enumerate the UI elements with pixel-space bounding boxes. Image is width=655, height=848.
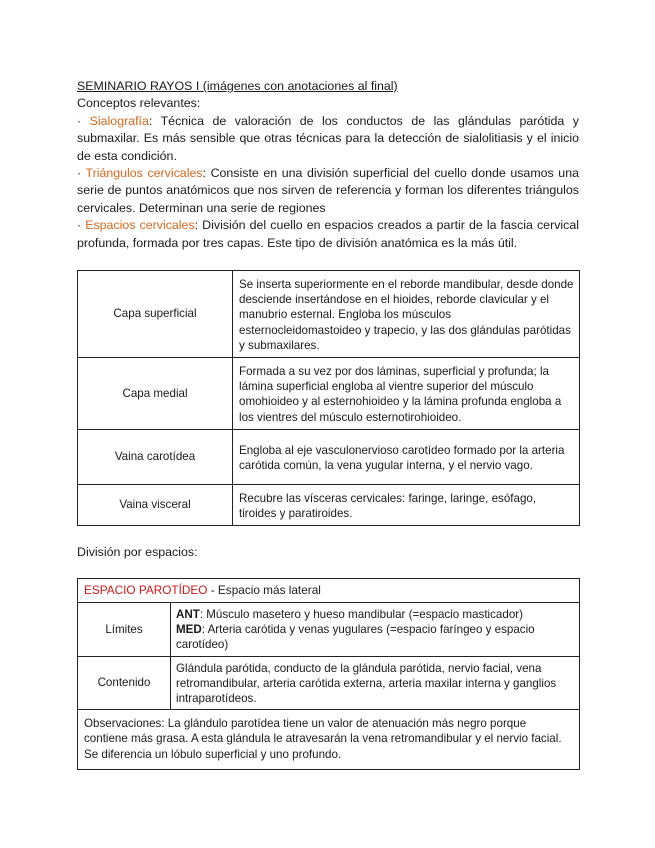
limits-med: : Arteria carótida y venas yugulares (=espacio faríngeo y espacio carotídeo) bbox=[176, 623, 535, 652]
concepts-heading: Conceptos relevantes: bbox=[77, 96, 201, 111]
limits-ant-key: ANT bbox=[176, 607, 200, 621]
bullet: · bbox=[77, 218, 86, 233]
table-row bbox=[78, 484, 580, 525]
concept-text: : Técnica de valoración de los conductos de las glándulas parótida y submaxilar. Es más sensible que otras técnicas para la detección de sialolitiasis y el inicio de esta condición. bbox=[77, 113, 579, 163]
layer-description: Formada a su vez por dos láminas, superficial y profunda; la lámina superficial engloba al vientre superior del músculo omohioideo y al esternohioideo y la lámina profunda engloba a los vientres del músculo esternotirohioideo. bbox=[233, 358, 580, 430]
limits-med-key: MED bbox=[176, 623, 202, 637]
concept-text: : Consiste en una división superficial del cuello donde usamos una serie de puntos anatómicos que nos sirven de referencia y forman los diferentes triángulos cervicales. Determinan una serie de regiones bbox=[77, 166, 579, 215]
limits-label: Límites bbox=[78, 602, 171, 656]
table-row bbox=[78, 271, 580, 358]
observations: Observaciones: La glándulo parotídea tiene un valor de atenuación más negro porque contiene más grasa. A esta glándula le atravesarán la vena retromandibular y el nervio facial. Se diferencia un lóbulo superficial y uno profundo. bbox=[78, 710, 580, 770]
content-label: Contenido bbox=[78, 656, 171, 710]
parotid-space-table bbox=[77, 578, 580, 770]
layer-label: Capa medial bbox=[78, 358, 233, 430]
bullet: · bbox=[77, 113, 90, 128]
layer-description: Engloba al eje vasculonervioso carotídeo formado por la arteria carótida común, la vena yugular interna, y el nervio vago. bbox=[233, 429, 580, 484]
table-row bbox=[78, 602, 580, 656]
bullet: · bbox=[77, 166, 86, 181]
layer-description: Recubre las vísceras cervicales: faringe, laringe, esófago, tiroides y paratiroides. bbox=[233, 484, 580, 525]
concept-espacios bbox=[77, 217, 579, 252]
space-header bbox=[78, 578, 580, 602]
document-title: SEMINARIO RAYOS I (imágenes con anotaciones al final) bbox=[77, 79, 398, 93]
concept-text: : División del cuello en espacios creados a partir de la fascia cervical profunda, formada por tres capas. Este tipo de división anatómica es la más útil. bbox=[77, 218, 579, 250]
concept-triangulos bbox=[77, 165, 579, 217]
concept-term: Triángulos cervicales bbox=[85, 166, 203, 181]
table-row bbox=[78, 358, 580, 430]
table-row bbox=[78, 710, 580, 770]
document-page bbox=[77, 78, 579, 770]
layer-label: Capa superficial bbox=[78, 271, 233, 358]
division-label: División por espacios: bbox=[77, 545, 198, 560]
limits-description bbox=[171, 602, 580, 656]
concept-sialografia bbox=[77, 113, 579, 165]
concept-term: Espacios cervicales bbox=[85, 218, 195, 233]
table-row bbox=[78, 429, 580, 484]
layer-description: Se inserta superiormente en el reborde mandibular, desde donde desciende insertándose en el hioides, reborde clavicular y el manubrio esternal. Engloba los músculos esternocleidomastoideo y trapecio, y las dos glándulas parótidas y submaxilares. bbox=[233, 271, 580, 358]
layer-label: Vaina visceral bbox=[78, 484, 233, 525]
space-title: ESPACIO PAROTÍDEO bbox=[84, 582, 208, 597]
content-description: Glándula parótida, conducto de la glándula parótida, nervio facial, vena retromandibular, arteria carótida externa, arteria maxilar interna y ganglios intraparotídeos. bbox=[171, 656, 580, 710]
limits-ant: : Músculo masetero y hueso mandibular (=espacio masticador) bbox=[199, 607, 523, 621]
table-row bbox=[78, 656, 580, 710]
space-subtitle: - Espacio más lateral bbox=[207, 582, 321, 597]
fascia-layers-table bbox=[77, 270, 580, 526]
layer-label: Vaina carotídea bbox=[78, 429, 233, 484]
concept-term: Sialografía bbox=[89, 113, 149, 128]
table-row bbox=[78, 578, 580, 602]
